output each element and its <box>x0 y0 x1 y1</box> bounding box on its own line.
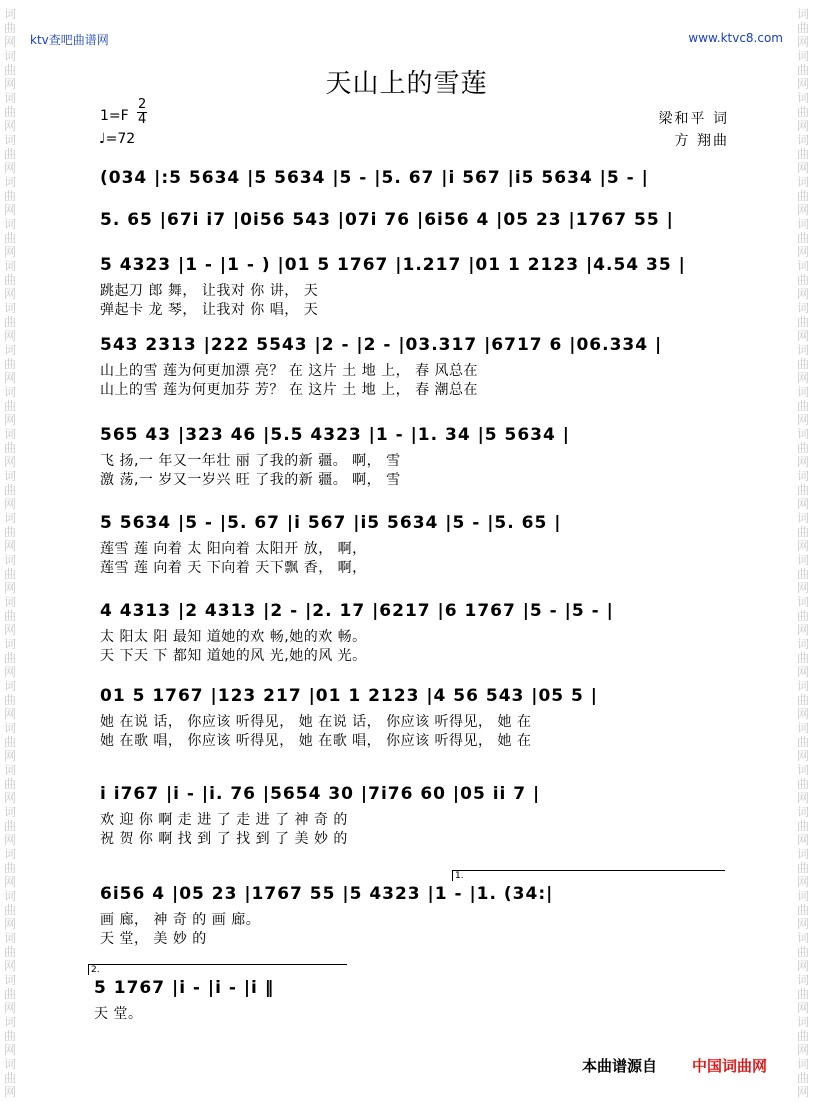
lyric-line: 天 堂。 <box>94 1006 143 1022</box>
lyric-line: 她 在说 话， 你应该 听得见， 她 在说 话， 你应该 听得见， 她 在 <box>100 714 532 730</box>
lyric-line: 祝 贺 你 啊 找 到 了 找 到 了 美 妙 的 <box>100 831 348 847</box>
watermark-char: 网 <box>4 623 17 637</box>
watermark-char: 词 <box>796 553 809 567</box>
watermark-char: 网 <box>796 875 809 889</box>
watermark-char: 词 <box>4 553 17 567</box>
watermark-char: 曲 <box>796 231 809 245</box>
notation-line: i i767 |i - |i. 76 |5654 30 |7i76 60 |05 ii 7 | <box>100 784 541 804</box>
watermark-char: 词 <box>4 7 17 21</box>
watermark-char: 网 <box>796 707 809 721</box>
watermark-char: 词 <box>4 595 17 609</box>
watermark-char: 网 <box>4 329 17 343</box>
watermark-char: 曲 <box>796 903 809 917</box>
lyric-line: 山上的雪 莲为何更加漂 亮？ 在 这片 土 地 上， 春 风总在 <box>100 363 479 379</box>
watermark-char: 词 <box>4 1057 17 1071</box>
watermark-char: 词 <box>796 679 809 693</box>
watermark-char: 词 <box>796 511 809 525</box>
watermark-char: 曲 <box>4 105 17 119</box>
watermark-char: 曲 <box>796 945 809 959</box>
notation-line: 565 43 |323 46 |5.5 4323 |1 - |1. 34 |5 5634 | <box>100 425 570 445</box>
watermark-char: 网 <box>796 119 809 133</box>
volta-bracket: 1. <box>452 870 725 881</box>
watermark-char: 词 <box>796 1057 809 1071</box>
watermark-char: 曲 <box>4 567 17 581</box>
watermark-char: 曲 <box>4 231 17 245</box>
watermark-char: 曲 <box>796 525 809 539</box>
watermark-char: 网 <box>796 245 809 259</box>
watermark-char: 曲 <box>4 189 17 203</box>
watermark-char: 网 <box>4 287 17 301</box>
watermark-char: 曲 <box>4 21 17 35</box>
watermark-char: 曲 <box>796 861 809 875</box>
notation-line: 6i56 4 |05 23 |1767 55 |5 4323 |1 - |1. (34:| <box>100 884 554 904</box>
watermark-char: 网 <box>4 707 17 721</box>
watermark-char: 曲 <box>4 987 17 1001</box>
watermark-char: 词 <box>4 511 17 525</box>
watermark-char: 曲 <box>796 189 809 203</box>
watermark-char: 网 <box>4 875 17 889</box>
watermark-char: 网 <box>796 161 809 175</box>
watermark-char: 曲 <box>4 777 17 791</box>
watermark-char: 曲 <box>4 525 17 539</box>
lyric-line: 飞 扬,一 年又一年壮 丽 了我的新 疆。 啊， 雪 <box>100 453 401 469</box>
watermark-char: 曲 <box>796 609 809 623</box>
song-title: 天山上的雪莲 <box>325 69 488 99</box>
source-label: 本曲谱源自 <box>582 1057 658 1075</box>
watermark-char: 曲 <box>4 315 17 329</box>
watermark-char: 词 <box>796 7 809 21</box>
watermark-char: 词 <box>796 259 809 273</box>
watermark-char: 曲 <box>796 819 809 833</box>
composer-credit: 方 翔曲 <box>674 133 729 149</box>
watermark-char: 词 <box>4 931 17 945</box>
watermark-char: 网 <box>796 77 809 91</box>
watermark-char: 词 <box>796 805 809 819</box>
watermark-char: 曲 <box>796 1071 809 1085</box>
watermark-char: 网 <box>4 413 17 427</box>
volta-bracket: 2. <box>88 964 347 975</box>
score-system <box>100 871 732 947</box>
watermark-char: 网 <box>796 1043 809 1057</box>
watermark-char: 网 <box>796 455 809 469</box>
watermark-char: 词 <box>796 175 809 189</box>
lyric-line: 跳起刀 郎 舞， 让我对 你 讲， 天 <box>100 283 319 299</box>
time-sig-bottom: 4 <box>138 112 147 127</box>
watermark-char: 词 <box>796 595 809 609</box>
watermark-char: 网 <box>796 1001 809 1015</box>
watermark-char: 曲 <box>796 105 809 119</box>
lyric-line: 山上的雪 莲为何更加芬 芳？ 在 这片 土 地 上， 春 潮总在 <box>100 382 479 398</box>
watermark-char: 词 <box>796 469 809 483</box>
score-system <box>100 513 732 576</box>
watermark-char: 词 <box>796 91 809 105</box>
watermark-char: 词 <box>4 805 17 819</box>
watermark-char: 词 <box>796 427 809 441</box>
notation-line: (034 |:5 5634 |5 5634 |5 - |5. 67 |i 567 |i5 5634 |5 - | <box>100 168 649 188</box>
watermark-char: 词 <box>4 49 17 63</box>
watermark-char: 网 <box>4 35 17 49</box>
notation-line: 5. 65 |67i i7 |0i56 543 |07i 76 |6i56 4 |05 23 |1767 55 | <box>100 210 674 230</box>
time-sig-top: 2 <box>138 97 147 112</box>
watermark-char: 曲 <box>4 399 17 413</box>
watermark-char: 网 <box>4 1043 17 1057</box>
watermark-char: 曲 <box>4 1071 17 1085</box>
watermark-char: 曲 <box>796 1029 809 1043</box>
watermark-char: 词 <box>4 889 17 903</box>
watermark-char: 词 <box>796 133 809 147</box>
watermark-char: 网 <box>4 539 17 553</box>
watermark-char: 曲 <box>4 1029 17 1043</box>
lyric-line: 激 荡,一 岁又一岁兴 旺 了我的新 疆。 啊， 雪 <box>100 472 401 488</box>
watermark-char: 网 <box>4 833 17 847</box>
watermark-char: 网 <box>796 203 809 217</box>
watermark-char: 词 <box>4 175 17 189</box>
notation-line: 4 4313 |2 4313 |2 - |2. 17 |6217 |6 1767 |5 - |5 - | <box>100 601 614 621</box>
watermark-char: 曲 <box>4 609 17 623</box>
watermark-char: 词 <box>4 259 17 273</box>
watermark-char: 网 <box>796 413 809 427</box>
source-site[interactable]: 中国词曲网 <box>692 1057 768 1075</box>
watermark-char: 词 <box>4 679 17 693</box>
watermark-char: 词 <box>796 49 809 63</box>
notation-line: 5 5634 |5 - |5. 67 |i 567 |i5 5634 |5 - |5. 65 | <box>100 513 562 533</box>
watermark-char: 曲 <box>4 147 17 161</box>
score-system <box>100 425 732 488</box>
watermark-char: 曲 <box>796 273 809 287</box>
lyric-line: 莲雪 莲 向着 太 阳向着 太阳开 放， 啊， <box>100 541 367 557</box>
watermark-char: 网 <box>796 665 809 679</box>
key-signature: 1=F <box>100 108 129 124</box>
score-system <box>100 168 732 194</box>
watermark-char: 词 <box>796 1015 809 1029</box>
watermark-char: 网 <box>4 749 17 763</box>
watermark-char: 曲 <box>4 441 17 455</box>
lyric-line: 太 阳太 阳 最知 道她的欢 畅,她的欢 畅。 <box>100 629 367 645</box>
lyric-line: 画 廊， 神 奇 的 画 廊。 <box>100 912 261 928</box>
watermark-char: 网 <box>4 119 17 133</box>
watermark-char: 曲 <box>4 903 17 917</box>
lyric-line: 莲雪 莲 向着 天 下向着 天下飘 香， 啊， <box>100 560 367 576</box>
watermark-char: 曲 <box>796 987 809 1001</box>
watermark-char: 词 <box>796 763 809 777</box>
notation-line: 543 2313 |222 5543 |2 - |2 - |03.317 |6717 6 |06.334 | <box>100 335 663 355</box>
score-system <box>100 686 732 749</box>
watermark-char: 曲 <box>796 735 809 749</box>
watermark-char: 网 <box>796 539 809 553</box>
score-system <box>100 335 732 398</box>
watermark-char: 词 <box>796 889 809 903</box>
watermark-char: 网 <box>796 917 809 931</box>
watermark-char: 网 <box>4 1085 17 1099</box>
watermark-char: 曲 <box>4 483 17 497</box>
watermark-char: 曲 <box>4 63 17 77</box>
lyric-line: 天 下天 下 都知 道她的风 光,她的风 光。 <box>100 648 367 664</box>
watermark-char: 词 <box>4 847 17 861</box>
watermark-char: 词 <box>796 721 809 735</box>
watermark-char: 网 <box>796 371 809 385</box>
watermark-char: 网 <box>4 665 17 679</box>
watermark-char: 曲 <box>796 315 809 329</box>
watermark-char: 词 <box>4 91 17 105</box>
watermark-char: 网 <box>796 497 809 511</box>
watermark-char: 网 <box>4 917 17 931</box>
watermark-char: 网 <box>796 623 809 637</box>
watermark-char: 网 <box>796 1085 809 1099</box>
watermark-char: 网 <box>4 1001 17 1015</box>
watermark-char: 网 <box>796 287 809 301</box>
watermark-char: 词 <box>4 721 17 735</box>
score-system <box>100 210 732 236</box>
watermark-char: 曲 <box>796 651 809 665</box>
watermark-char: 网 <box>4 203 17 217</box>
watermark-char: 曲 <box>796 483 809 497</box>
watermark-char: 曲 <box>796 21 809 35</box>
watermark-char: 曲 <box>796 777 809 791</box>
watermark-char: 词 <box>4 469 17 483</box>
watermark-char: 网 <box>796 791 809 805</box>
watermark-char: 曲 <box>4 819 17 833</box>
watermark-char: 网 <box>4 245 17 259</box>
watermark-char: 网 <box>4 959 17 973</box>
watermark-char: 词 <box>4 133 17 147</box>
watermark-char: 网 <box>4 371 17 385</box>
watermark-char: 词 <box>4 427 17 441</box>
watermark-char: 网 <box>796 329 809 343</box>
watermark-char: 词 <box>796 385 809 399</box>
watermark-char: 曲 <box>796 567 809 581</box>
watermark-char: 词 <box>796 637 809 651</box>
quarter-note-icon: ♩ <box>99 131 106 147</box>
site-link-left[interactable]: ktv查吧曲谱网 <box>30 33 109 47</box>
notation-line: 01 5 1767 |123 217 |01 1 2123 |4 56 543 |05 5 | <box>100 686 599 706</box>
watermark-char: 词 <box>796 973 809 987</box>
lyric-line: 欢 迎 你 啊 走 进 了 走 进 了 神 奇 的 <box>100 812 348 828</box>
watermark-char: 词 <box>4 763 17 777</box>
score-system <box>91 965 726 1022</box>
watermark-char: 词 <box>4 343 17 357</box>
watermark-char: 网 <box>4 581 17 595</box>
lyric-line: 弹起卡 龙 琴， 让我对 你 唱， 天 <box>100 302 319 318</box>
lyric-line: 天 堂， 美 妙 的 <box>100 931 207 947</box>
watermark-char: 曲 <box>796 147 809 161</box>
time-signature <box>137 98 147 127</box>
watermark-char: 网 <box>4 497 17 511</box>
watermark-char: 曲 <box>796 63 809 77</box>
watermark-char: 词 <box>796 301 809 315</box>
tempo-marking <box>99 131 135 147</box>
watermark-char: 词 <box>4 973 17 987</box>
watermark-char: 词 <box>796 931 809 945</box>
watermark-char: 网 <box>4 77 17 91</box>
watermark-char: 网 <box>796 749 809 763</box>
tempo-value: =72 <box>105 131 136 147</box>
watermark-char: 曲 <box>4 693 17 707</box>
watermark-char: 曲 <box>4 273 17 287</box>
watermark-char: 词 <box>796 217 809 231</box>
watermark-char: 网 <box>796 35 809 49</box>
notation-line: 5 4323 |1 - |1 - ) |01 5 1767 |1.217 |01 1 2123 |4.54 35 | <box>100 255 686 275</box>
watermark-char: 曲 <box>4 357 17 371</box>
watermark-char: 词 <box>796 343 809 357</box>
lyricist-credit: 梁和平 词 <box>658 111 729 127</box>
watermark-char: 曲 <box>796 357 809 371</box>
watermark-char: 曲 <box>4 945 17 959</box>
watermark-char: 网 <box>4 455 17 469</box>
watermark-char: 词 <box>4 385 17 399</box>
lyric-line: 她 在歌 唱， 你应该 听得见， 她 在歌 唱， 你应该 听得见， 她 在 <box>100 733 532 749</box>
watermark-char: 网 <box>796 959 809 973</box>
watermark-char: 网 <box>4 161 17 175</box>
watermark-char: 词 <box>4 217 17 231</box>
watermark-char: 曲 <box>4 651 17 665</box>
site-link-right[interactable]: www.ktvc8.com <box>688 31 783 45</box>
score-system <box>100 784 732 847</box>
watermark-char: 词 <box>4 1015 17 1029</box>
watermark-char: 网 <box>796 833 809 847</box>
watermark-char: 网 <box>796 581 809 595</box>
watermark-char: 曲 <box>4 735 17 749</box>
watermark-char: 曲 <box>796 693 809 707</box>
score-system <box>100 255 732 318</box>
score-system <box>100 601 732 664</box>
watermark-char: 网 <box>4 791 17 805</box>
watermark-char: 曲 <box>796 399 809 413</box>
notation-line: 5 1767 |i - |i - |i ‖ <box>94 978 275 998</box>
watermark-char: 曲 <box>4 861 17 875</box>
watermark-char: 曲 <box>796 441 809 455</box>
watermark-char: 词 <box>4 637 17 651</box>
watermark-char: 词 <box>4 301 17 315</box>
watermark-char: 词 <box>796 847 809 861</box>
